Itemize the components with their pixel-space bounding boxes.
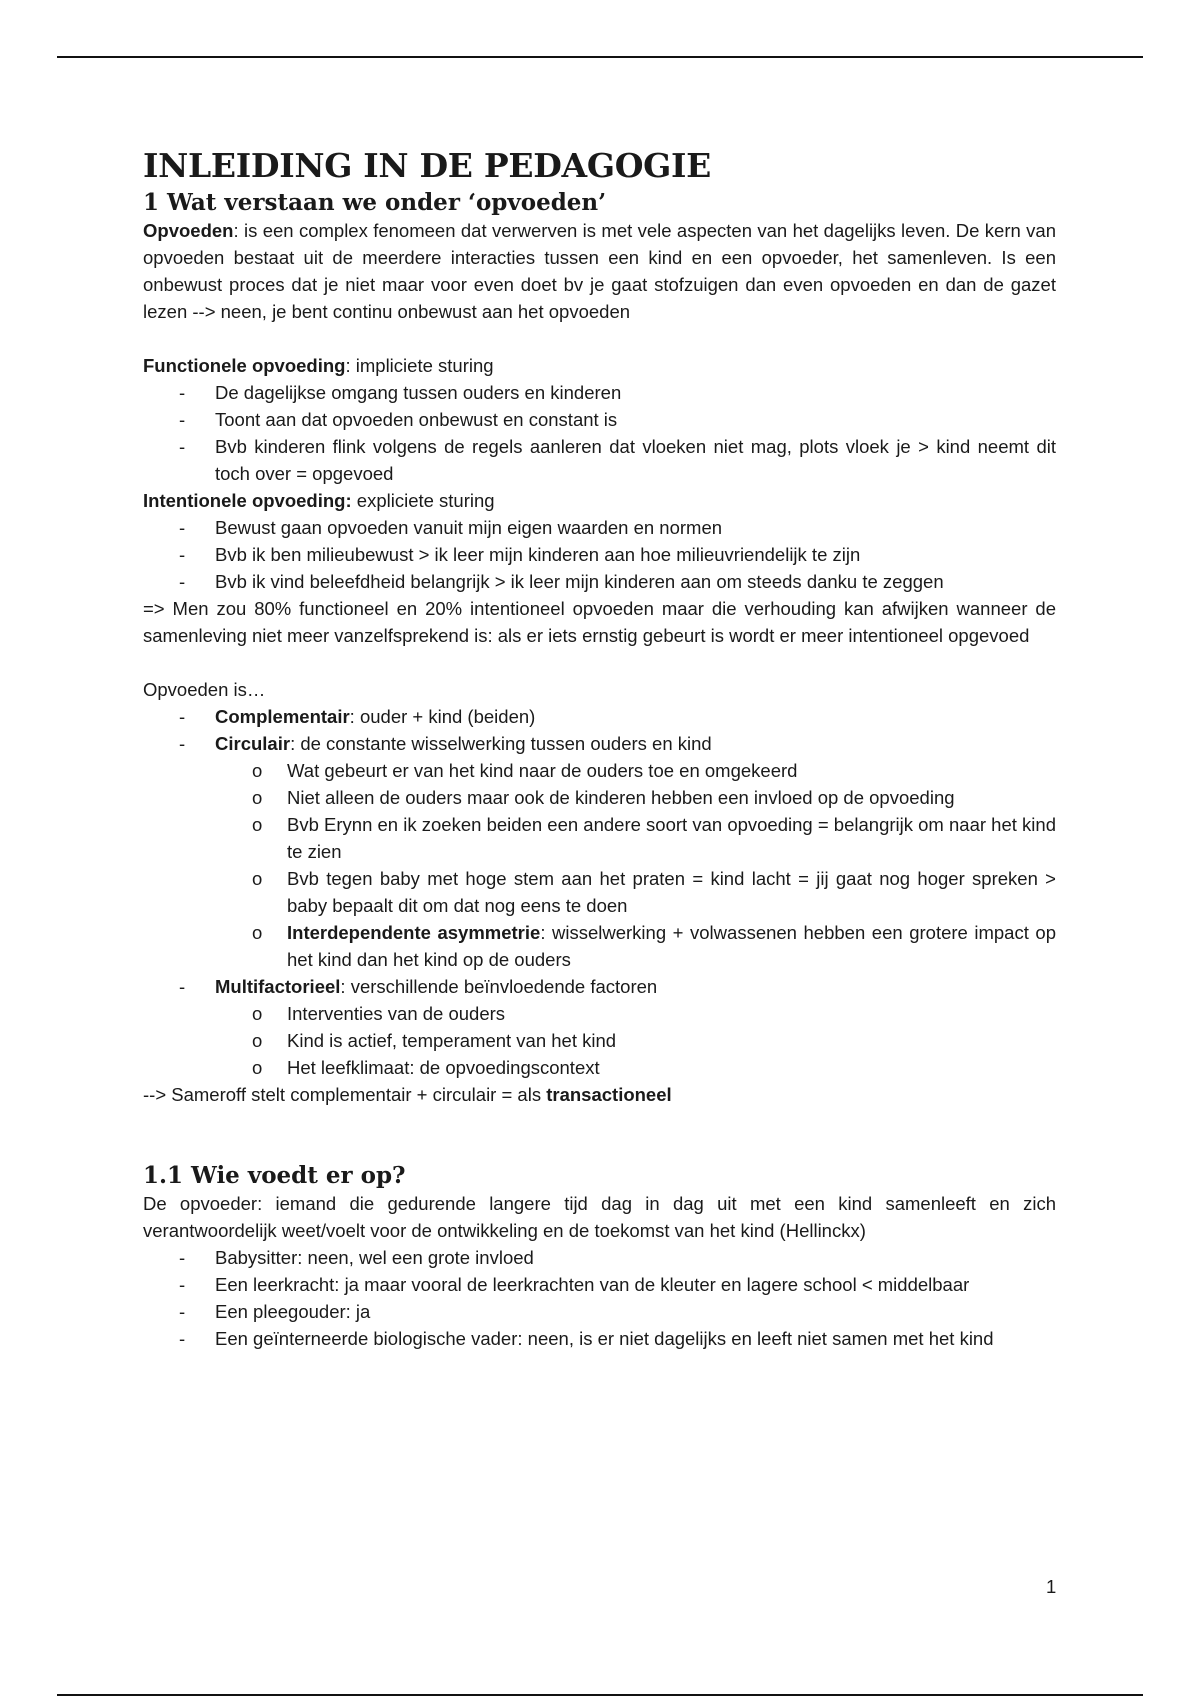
multifactorieel-sublist [215,1000,1056,1081]
intentioneel-list [143,514,1056,595]
sublist-item: o Interventies van de ouders [287,1000,1056,1027]
list-item-circulair [215,730,1056,973]
circulair-text: : de constante wisselwerking tussen ouders en kind [290,733,712,754]
list-item: - Een geïnterneerde biologische vader: neen, is er niet dagelijks en leeft niet samen met het kind [215,1325,1056,1352]
list-item-multifactorieel [215,973,1056,1081]
sameroff-term: transactioneel [546,1084,672,1105]
page-title: INLEIDING IN DE PEDAGOGIE [143,146,712,185]
sublist-item: o Kind is actief, temperament van het kind [287,1027,1056,1054]
sublist-item: o Wat gebeurt er van het kind naar de ouders toe en omgekeerd [287,757,1056,784]
footer-rule [57,1694,1143,1696]
list-item: - Babysitter: neen, wel een grote invloed [215,1244,1056,1271]
multifactorieel-term: Multifactorieel [215,976,341,997]
circulair-sublist [215,757,1056,973]
sameroff-line [143,1081,1056,1108]
opvoeden-term: Opvoeden [143,220,234,241]
circulair-term: Circulair [215,733,291,754]
list-item: - Bvb ik ben milieubewust > ik leer mijn kinderen aan hoe milieuvriendelijk te zijn [215,541,1056,568]
sublist-item: o Het leefklimaat: de opvoedingscontext [287,1054,1056,1081]
section-1-1-heading: 1.1 Wie voedt er op? [143,1162,406,1189]
sameroff-text: --> Sameroff stelt complementair + circulair = als [143,1084,547,1105]
functioneel-list [143,379,1056,487]
asymmetrie-term: Interdependente asymmetrie [287,922,541,943]
sublist-item: o Bvb tegen baby met hoge stem aan het praten = kind lacht = jij gaat nog hoger spreken > baby bepaalt dit om dat nog eens te doen [287,865,1056,919]
list-item: - Een pleegouder: ja [215,1298,1056,1325]
opvoeden-text: : is een complex fenomeen dat verwerven is met vele aspecten van het dagelijks leven. De kern van opvoeden bestaat uit de meerdere interacties tussen een kind en een opvoeder, het samenleven. Is een onbewust proces dat je niet maar voor even doet bv je gaat stofzuigen dan even opvoeden en dan de gazet lezen --> neen, je bent continu onbewust aan het opvoeden [143,220,1056,322]
list-item: - Bvb kinderen flink volgens de regels aanleren dat vloeken niet mag, plots vloek je > kind neemt dit toch over = opgevoed [215,433,1056,487]
functioneel-term: Functionele opvoeding [143,355,346,376]
list-item: - Bvb ik vind beleefdheid belangrijk > ik leer mijn kinderen aan om steeds danku te zeggen [215,568,1056,595]
multifactorieel-text: : verschillende beïnvloedende factoren [340,976,658,997]
opvoeden-is-list [143,703,1056,1081]
list-item: - Toont aan dat opvoeden onbewust en constant is [215,406,1056,433]
opvoeden-definition [143,217,1056,325]
list-item-complementair [215,703,1056,730]
document-body [143,146,1056,1352]
list-item: - Een leerkracht: ja maar vooral de leerkrachten van de kleuter en lagere school < middelbaar [215,1271,1056,1298]
functioneel-text: : impliciete sturing [345,355,494,376]
intentioneel-heading [143,487,1056,514]
wie-voedt-list [143,1244,1056,1352]
intentioneel-text: expliciete sturing [351,490,495,511]
intentioneel-term: Intentionele opvoeding: [143,490,352,511]
complementair-text: : ouder + kind (beiden) [349,706,536,727]
sublist-item: o Niet alleen de ouders maar ook de kinderen hebben een invloed op de opvoeding [287,784,1056,811]
opvoeder-definition: De opvoeder: iemand die gedurende langere tijd dag in dag uit met een kind samenleeft en zich verantwoordelijk weet/voelt voor de ontwikkeling en de toekomst van het kind (Hellinckx) [143,1193,1056,1241]
functioneel-heading [143,352,1056,379]
sublist-item: o Bvb Erynn en ik zoeken beiden een andere soort van opvoeding = belangrijk om naar het kind te zien [287,811,1056,865]
complementair-term: Complementair [215,706,350,727]
list-item: - De dagelijkse omgang tussen ouders en kinderen [215,379,1056,406]
asymmetrie-text: : wisselwerking + volwassenen hebben een grotere impact op het kind dan het kind op de ouders [287,922,1056,970]
header-rule [57,56,1143,58]
section-1-heading: 1 Wat verstaan we onder ‘opvoeden’ [143,189,607,216]
conclusion-paragraph: => Men zou 80% functioneel en 20% intentioneel opvoeden maar die verhouding kan afwijken wanneer de samenleving niet meer vanzelfsprekend is: als er iets ernstig gebeurt is wordt er meer intentioneel opgevoed [143,598,1056,646]
list-item: - Bewust gaan opvoeden vanuit mijn eigen waarden en normen [215,514,1056,541]
page-number: 1 [1046,1576,1057,1597]
sublist-item-asymmetrie [287,919,1056,973]
opvoeden-is-intro: Opvoeden is… [143,679,266,700]
